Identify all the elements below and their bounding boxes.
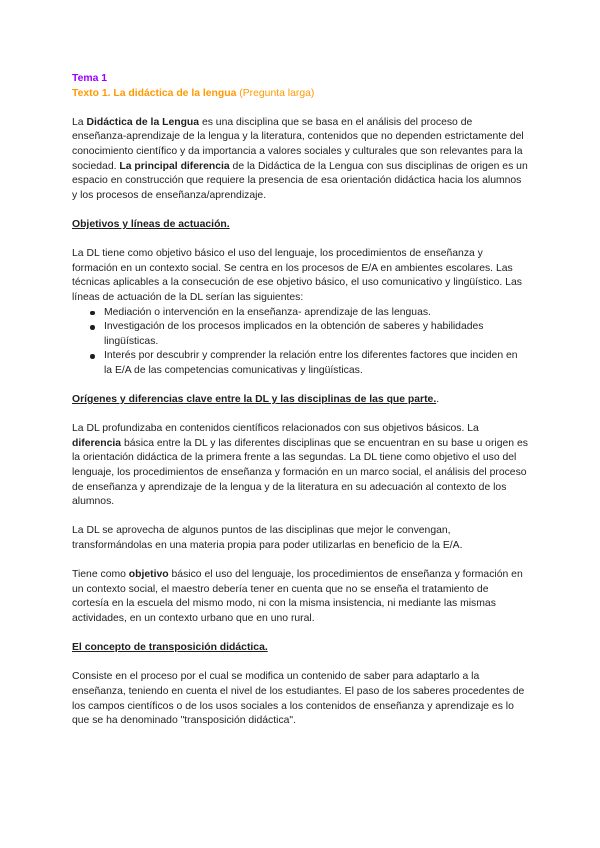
topic-label: Tema 1 [72, 73, 108, 84]
transposicion-paragraph: Consiste en el proceso por el cual se modifica un contenido de saber para adaptarlo a la enseñanza, teniendo en cuenta el nivel de los estudiantes. El paso de los saberes procedentes de los campos científicos o de los usos sociales a los contenidos de enseñanza y aprendizaje es lo que se ha denominado "transposición didáctica". [72, 671, 525, 727]
text-title-main: Texto 1. La didáctica de la lengua [72, 87, 237, 99]
section-heading-objetivos: Objetivos y líneas de actuación. [72, 218, 230, 230]
text-title-note: (Pregunta larga) [236, 87, 315, 99]
intro-paragraph: La Didáctica de la Lengua es una disciplina que se basa en el análisis del proceso de enseñanza-aprendizaje de la lengua y la literatura, contenidos que no dependen estrictamente del conocimiento científico y da importancia a valores sociales y culturales que son relevantes para la sociedad. La principal diferencia de la Didáctica de la Lengua con sus disciplinas de origen es un espacio en construcción que requiere la presencia de esa orientación didáctica hacia los alumnos y los procesos de enseñanza/aprendizaje. [72, 116, 528, 201]
section-heading-transposicion: El concepto de transposición didáctica. [72, 642, 268, 654]
list-item: Investigación de los procesos implicados en la obtención de saberes y habilidades lingüísticas. [92, 320, 528, 349]
document-body [72, 72, 528, 729]
origenes-paragraph-1: La DL profundizaba en contenidos científicos relacionados con sus objetivos básicos. La diferencia básica entre la DL y las diferentes disciplinas que se encuentran en su base u origen es la orientación didáctica de la primera frente a las segundas. La DL tiene como objetivo el uso del lenguaje, los procedimientos de enseñanza y formación en un marco social, el análisis del proceso de enseñanza y aprendizaje de la lengua y de la literatura en su adecuación al contexto de los alumnos. [72, 423, 528, 508]
actuacion-list [72, 306, 528, 379]
intro-bold-difference: La principal diferencia [119, 160, 230, 172]
bold-diferencia: diferencia [72, 437, 122, 449]
origenes-paragraph-2: La DL se aprovecha de algunos puntos de las disciplinas que mejor le convengan, transformándolas en una materia propia para poder utilizarlas en beneficio de la E/A. [72, 525, 463, 551]
list-item: Mediación o intervención en la enseñanza- aprendizaje de las lenguas. [92, 306, 528, 321]
list-item: Interés por descubrir y comprender la relación entre los diferentes factores que inciden en la E/A de las competencias comunicativas y lingüísticas. [92, 349, 528, 378]
bold-objetivo: objetivo [128, 569, 169, 581]
origenes-paragraph-3: Tiene como objetivo básico el uso del lenguaje, los procedimientos de enseñanza y formación en un contexto social, el maestro debería tener en cuenta que no se enseña el tratamiento de cortesía en la escuela del mismo modo, ni con la misma insistencia, ni mediante las mismas actividades, en un contexto urbano que en uno rural. [72, 569, 523, 624]
intro-bold-term: Didáctica de la Lengua [86, 116, 200, 128]
section-heading-origenes: Orígenes y diferencias clave entre la DL y las disciplinas de las que parte.. [72, 394, 440, 406]
objetivos-paragraph: La DL tiene como objetivo básico el uso del lenguaje, los procedimientos de enseñanza y formación en un contexto social. Se centra en los procesos de E/A en ambientes escolares. Las técnicas aplicables a la consecución de ese objetivo básico, el uso comunicativo y lingüístico. Las líneas de actuación de la DL serían las siguientes: [72, 248, 522, 303]
text-title [72, 87, 528, 102]
